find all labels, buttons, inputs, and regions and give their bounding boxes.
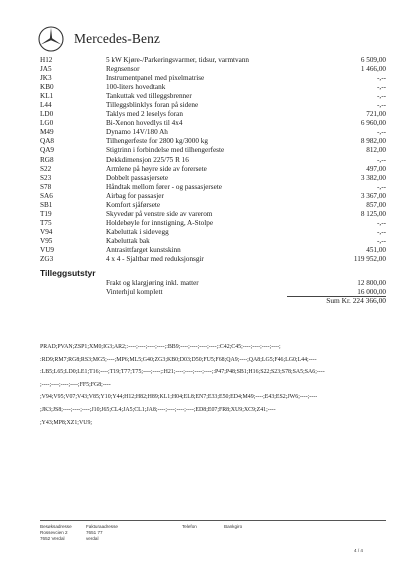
option-codes (40, 341, 386, 429)
line-item (40, 146, 386, 155)
item-description: Armlene på høyre side av forersete (106, 164, 207, 173)
item-code: S78 (40, 182, 52, 191)
extra-amount: 12 800,00 (357, 279, 386, 287)
item-amount: -,-- (377, 92, 386, 101)
item-code: S22 (40, 164, 52, 173)
item-amount: -,-- (377, 101, 386, 110)
item-description: Stigtrinn i forbindelse med tilhengerfeste (106, 146, 225, 155)
item-amount: 497,00 (366, 164, 386, 173)
item-code: M49 (40, 128, 54, 137)
item-code: QA8 (40, 137, 54, 146)
item-code: T19 (40, 209, 52, 218)
item-description: 5 kW Kjøre-/Parkeringsvarmer, tidsur, varmtvann (106, 56, 250, 64)
footer-phone (182, 524, 197, 530)
item-amount: 8 982,00 (360, 137, 386, 146)
item-description: Holdebøyle for innstigning, A-Stolpe (106, 218, 214, 227)
item-amount: -,-- (377, 182, 386, 191)
item-amount: -,-- (377, 83, 386, 92)
item-code: T75 (40, 218, 52, 227)
item-amount: 119 952,00 (353, 255, 386, 264)
footer-line: Fakturaadresse (86, 524, 118, 529)
brand-header (38, 26, 160, 52)
item-description: Bi-Xenon hovedlys til 4x4 (106, 119, 183, 128)
item-code: L44 (40, 101, 52, 110)
item-description: Tilhengerfeste for 2800 kg/3000 kg (106, 137, 208, 146)
item-description: Antrasittfarget kunstskinn (106, 245, 181, 254)
line-item (40, 101, 386, 110)
line-item (40, 110, 386, 119)
item-description: 4 x 4 - Sjaltbar med reduksjonsgir (106, 255, 204, 264)
line-item (40, 210, 386, 219)
item-code: V94 (40, 227, 53, 236)
footer-line: Rossevcien 2 (40, 530, 68, 535)
item-code: SA6 (40, 191, 53, 200)
item-code: LD0 (40, 110, 54, 119)
item-amount: 6 960,00 (360, 119, 386, 128)
footer-rule (40, 520, 386, 521)
code-line: ;V94;V95;V07;V43;V85;Y10;Y44;H12;H82;H89;KL1;H04;EL8;EN7;E33;E50;ED4;M49;----;E43;ES2;JW6;----;---- (40, 394, 318, 401)
item-description: Taklys med 2 leselys foran (106, 110, 183, 119)
item-description: Dekkdimensjon 225/75 R 16 (106, 155, 189, 164)
item-code: LG0 (40, 119, 54, 128)
item-code: ZG3 (40, 255, 54, 264)
line-item (40, 255, 386, 264)
item-description: Tilleggsblinklys foran på sidene (106, 101, 199, 110)
item-amount: 1 466,00 (360, 65, 386, 74)
item-amount: 3 367,00 (360, 191, 386, 200)
item-amount: 721,00 (366, 110, 386, 119)
item-code: JK3 (40, 74, 52, 83)
extras-list (40, 279, 386, 297)
item-code: KB0 (40, 83, 54, 92)
brand-name: Mercedes-Benz (74, 31, 161, 46)
item-amount: 812,00 (366, 146, 386, 155)
code-line: :LB5;L65;LD0;LE1;T16;----;T19;T77;T75;----;----;:H21;----;----;----;----;:P47;P48;SB1;H16;S22;S23;S78;SA5;SA6;---- (40, 369, 325, 376)
line-item (40, 119, 386, 128)
item-code: V95 (40, 236, 53, 245)
item-amount: -,-- (377, 227, 386, 236)
item-description: Kabeluttak bak (106, 236, 150, 245)
item-amount: -,-- (377, 74, 386, 83)
footer-line: 7651 77 (86, 530, 103, 535)
line-item (40, 228, 386, 237)
line-item (40, 92, 386, 101)
code-line: :RD9;RM7;RG8;RS3;MG5;----;MP6;ML5;G40;ZG3;KB0;D03;D50;FU5;F68;QA9;----;QA8;LG5;F46;LG0;L44;---- (40, 356, 317, 363)
item-code: VU9 (40, 245, 54, 254)
line-item (40, 165, 386, 174)
code-line: ;----;----;----;----;FF5;FG8;---- (40, 381, 111, 388)
line-item (40, 183, 386, 192)
line-item (40, 192, 386, 201)
line-item (40, 65, 386, 74)
footer-invoice-address (86, 524, 118, 542)
total-amount: Sum Kr. 224 366,00 (326, 296, 386, 305)
item-code: JA5 (40, 65, 52, 74)
item-amount: -,-- (377, 218, 386, 227)
item-code: KL1 (40, 92, 54, 101)
line-item (40, 128, 386, 137)
line-item (40, 174, 386, 183)
line-item (40, 246, 386, 255)
item-amount: -,-- (377, 155, 386, 164)
item-amount: 451,00 (366, 245, 386, 254)
code-line: ;Y43;MP8;XZ1;VU9; (40, 419, 93, 426)
code-line: ;JK3;JS8;----;----;----;J10;J65;CL4;JA5;CL1;JA8;----;----;----;----;ED8;E07;FR8;XU9;XC9;Z41;---- (40, 406, 276, 413)
item-amount: -,-- (377, 128, 386, 137)
item-description: Instrumentpanel med pixelmatrise (106, 74, 205, 83)
extra-description: Frakt og klargjøring inkl. matter (106, 279, 199, 287)
item-description: Skyvedør på venstre side av varerom (106, 209, 213, 218)
item-code: QA9 (40, 146, 54, 155)
extra-item (40, 279, 386, 288)
item-code: SB1 (40, 200, 53, 209)
item-description: Kabeluttak i sidevegg (106, 227, 169, 236)
page-number: 4 / 4 (354, 548, 363, 553)
footer-line: Besøksadresse (40, 524, 72, 529)
extras-title: Tilleggsutstyr (40, 268, 96, 278)
item-amount: 857,00 (366, 200, 386, 209)
item-code: RG8 (40, 155, 54, 164)
item-description: Tankuttak ved tilleggsbrenner (106, 92, 192, 101)
footer-line: 7652 Verdal (40, 536, 65, 541)
item-description: Airbag for passasjer (106, 191, 164, 200)
item-description: Regnsensor (106, 65, 140, 74)
item-code: S23 (40, 173, 52, 182)
footer-bank (224, 524, 242, 530)
line-item (40, 56, 386, 65)
extra-description: Vinterhjul komplett (106, 288, 163, 297)
item-description: Komfort sjåførsete (106, 200, 161, 209)
line-item (40, 219, 386, 228)
item-description: 100-liters hovedtank (106, 83, 166, 92)
footer-visit-address (40, 524, 72, 542)
line-item (40, 201, 386, 210)
line-item (40, 137, 386, 146)
line-item (40, 156, 386, 165)
line-item (40, 237, 386, 246)
item-code: H12 (40, 56, 53, 64)
mercedes-star-logo (38, 26, 64, 52)
item-amount: 8 125,00 (360, 209, 386, 218)
item-amount: 3 382,00 (360, 173, 386, 182)
footer-line: verdal (86, 536, 99, 541)
extra-amount: 16 000,00 (357, 288, 386, 297)
item-description: Dobbelt passasjersete (106, 173, 169, 182)
options-list (40, 56, 386, 264)
footer-line: Bankgiro (224, 524, 243, 529)
item-amount: -,-- (377, 236, 386, 245)
item-description: Dynamo 14V/180 Ah (106, 128, 168, 137)
line-item (40, 74, 386, 83)
item-amount: 6 509,00 (360, 56, 386, 64)
footer-line: Telefon (182, 524, 197, 529)
code-line: PRAD;PVAN;ZSP1;XM0;IG3;AR2;:----;----;----;----;:BB9;----;----;----;----;:C42;C45;----;----;----;----; (40, 344, 281, 350)
item-description: Håndtak mellom fører - og passasjersete (106, 182, 222, 191)
line-item (40, 83, 386, 92)
